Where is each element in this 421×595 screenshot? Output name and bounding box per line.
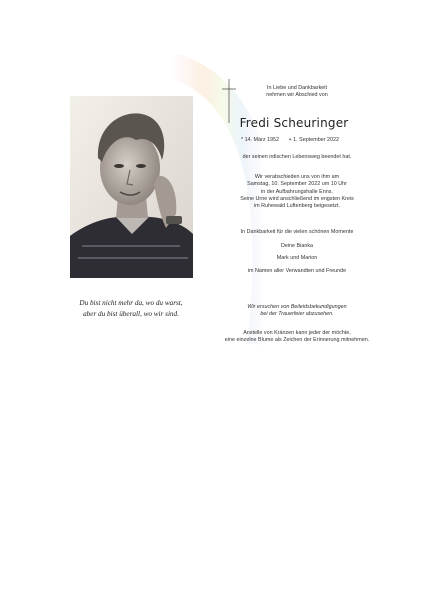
intro-line-2: nehmen wir Abschied von bbox=[266, 92, 328, 99]
quote-line-2: aber du bist überall, wo wir sind. bbox=[83, 309, 179, 318]
farewell-line-4: Seine Urne wird anschließend im engsten Kreis bbox=[240, 195, 354, 202]
flowers-note bbox=[196, 330, 398, 345]
deceased-name: Fredi Scheuringer bbox=[239, 116, 349, 130]
portrait-image bbox=[70, 96, 193, 278]
flowers-line-2: eine einzelne Blume als Zeichen der Erinnerung mitnehmen. bbox=[224, 337, 370, 344]
condolence-note bbox=[212, 304, 382, 319]
family-line-1: Deine Bianka bbox=[280, 243, 314, 249]
death-date: + 1. September 2022 bbox=[288, 137, 340, 143]
farewell-line-5: im Ruhewald Luftenberg beigesetzt. bbox=[253, 203, 340, 210]
flowers-line-1: Anstelle von Kränzen kann jeder der möchte, bbox=[243, 330, 351, 336]
intro-text bbox=[212, 85, 382, 100]
family-line-2: Mark und Marion bbox=[276, 255, 318, 262]
thanks-text: In Dankbarkeit für die vielen schönen Momente bbox=[240, 229, 354, 235]
life-line: der seinen irdischen Lebensweg beendet hat. bbox=[242, 154, 352, 160]
family-line-3: im Namen aller Verwandten und Freunde bbox=[247, 267, 347, 274]
farewell-text bbox=[212, 174, 382, 210]
life-dates bbox=[205, 137, 375, 144]
intro-line-1: In Liebe und Dankbarkeit bbox=[267, 85, 327, 91]
portrait-photo bbox=[70, 96, 193, 278]
condolence-line-2: bei der Trauerfeier abzusehen. bbox=[260, 311, 334, 318]
quote-line-1: Du bist nicht mehr da, wo du warst, bbox=[79, 299, 183, 307]
family-names bbox=[212, 243, 382, 275]
condolence-line-1: Wir ersuchen von Beileidsbekundigungen bbox=[247, 304, 347, 310]
farewell-line-3: in der Aufbahrungshalle Enns. bbox=[261, 188, 333, 195]
farewell-line-2: Samstag, 10. September 2022 um 10 Uhr bbox=[247, 181, 347, 188]
birth-date: * 14. März 1952 bbox=[240, 137, 280, 143]
memorial-quote bbox=[56, 298, 206, 319]
farewell-line-1: Wir verabschieden uns von ihm am bbox=[254, 174, 340, 180]
